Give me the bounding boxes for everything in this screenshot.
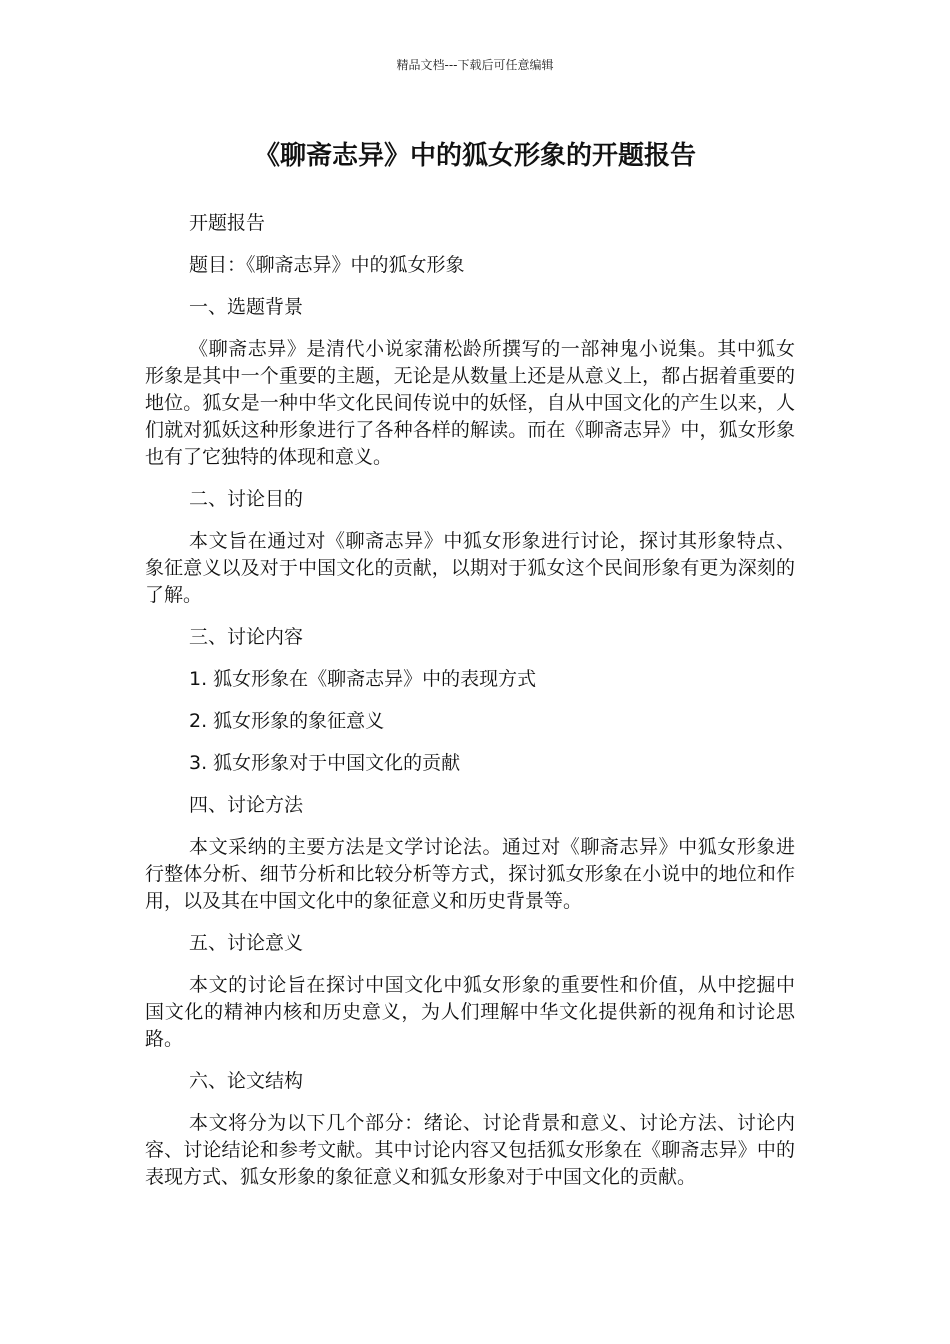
section-body-significance: 本文的讨论旨在探讨中国文化中狐女形象的重要性和价值，从中挖掘中国文化的精神内核和历史意义，为人们理解中华文化提供新的视角和讨论思路。 <box>145 974 795 1050</box>
section-body-purpose: 本文旨在通过对《聊斋志异》中狐女形象进行讨论，探讨其形象特点、象征意义以及对于中国文化的贡献，以期对于狐女这个民间形象有更为深刻的了解。 <box>145 530 795 606</box>
content-list-item: 1. 狐女形象在《聊斋志异》中的表现方式 <box>189 668 537 690</box>
section-body-structure: 本文将分为以下几个部分：绪论、讨论背景和意义、讨论方法、讨论内容、讨论结论和参考文献。其中讨论内容又包括狐女形象在《聊斋志异》中的表现方式、狐女形象的象征意义和狐女形象对于中国文化的贡献。 <box>145 1112 795 1188</box>
content-list-item: 2. 狐女形象的象征意义 <box>189 710 385 732</box>
section-body-method: 本文采纳的主要方法是文学讨论法。通过对《聊斋志异》中狐女形象进行整体分析、细节分析和比较分析等方式，探讨狐女形象在小说中的地位和作用，以及其在中国文化中的象征意义和历史背景等。 <box>145 836 795 912</box>
document-title: 《聊斋志异》中的狐女形象的开题报告 <box>253 141 696 171</box>
section-heading-method: 四、讨论方法 <box>189 794 304 816</box>
topic-line: 题目：《聊斋志异》中的狐女形象 <box>189 254 465 276</box>
section-body-background: 《聊斋志异》是清代小说家蒲松龄所撰写的一部神鬼小说集。其中狐女形象是其中一个重要的主题，无论是从数量上还是从意义上，都占据着重要的地位。狐女是一种中华文化民间传说中的妖怪，自从中国文化的产生以来，人们就对狐妖这种形象进行了各种各样的解读。而在《聊斋志异》中，狐女形象也有了它独特的体现和意义。 <box>145 338 795 468</box>
report-label: 开题报告 <box>189 212 266 234</box>
section-heading-structure: 六、论文结构 <box>189 1070 304 1092</box>
document-body <box>145 210 795 1206</box>
section-heading-content: 三、讨论内容 <box>189 626 304 648</box>
section-heading-purpose: 二、讨论目的 <box>189 488 304 510</box>
section-heading-significance: 五、讨论意义 <box>189 932 304 954</box>
page-header: 精品文档---下载后可任意编辑 <box>396 58 554 72</box>
section-heading-background: 一、选题背景 <box>189 296 304 318</box>
content-list-item: 3. 狐女形象对于中国文化的贡献 <box>189 752 461 774</box>
